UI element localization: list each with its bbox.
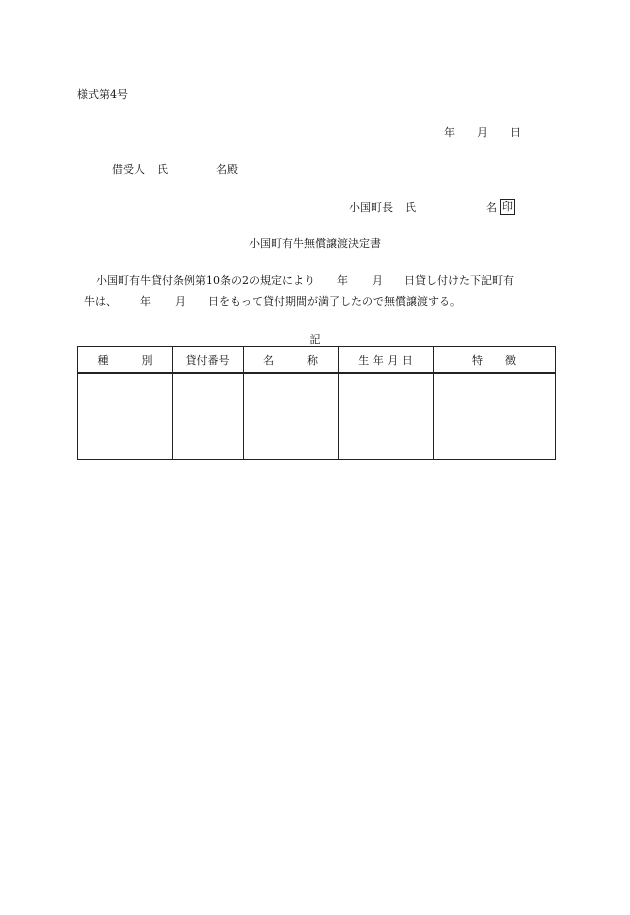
record-label: 記 (309, 333, 321, 346)
date-year-label: 年 (444, 126, 455, 139)
body-line-2-year: 年 (140, 295, 151, 308)
date-month-label: 月 (477, 126, 488, 139)
table-header-name: 名 称 (263, 354, 318, 367)
document-title: 小国町有牛無償譲渡決定書 (249, 237, 381, 250)
body-line-1-year: 年 (337, 274, 348, 287)
addressee-given-label: 名殿 (216, 163, 238, 176)
table-header-birth-date: 生 年 月 日 (358, 354, 413, 367)
table-header-features: 特 徴 (472, 354, 516, 367)
body-line-1 (96, 272, 514, 288)
issuer-title: 小国町長 (349, 201, 393, 214)
table-header-type: 種 別 (97, 354, 153, 367)
body-line-2-text-end: 日をもって貸付期間が満了したので無償譲渡する。 (208, 295, 461, 308)
table-header-rule (78, 372, 555, 374)
issuer-line (349, 199, 515, 215)
body-line-2-month: 月 (175, 295, 186, 308)
addressee-family-label: 氏 (157, 163, 168, 176)
date-day-label: 日 (510, 126, 521, 139)
form-number: 様式第4号 (77, 88, 128, 101)
date-line (444, 124, 521, 140)
body-line-1-text-end: 日貸し付けた下記町有 (404, 274, 514, 287)
addressee-role: 借受人 (112, 163, 145, 176)
body-line-1-month: 月 (372, 274, 383, 287)
record-table (77, 346, 556, 460)
addressee-line (112, 161, 238, 177)
issuer-family-label: 氏 (405, 201, 416, 214)
body-line-2-text: 牛は、 (84, 295, 117, 308)
issuer-given-label: 名 (486, 201, 497, 214)
body-line-2 (84, 293, 461, 309)
body-line-1-text: 小国町有牛貸付条例第10条の2の規定により (96, 274, 315, 287)
seal-mark: 印 (502, 200, 513, 213)
table-header-loan-number: 貸付番号 (185, 354, 230, 367)
